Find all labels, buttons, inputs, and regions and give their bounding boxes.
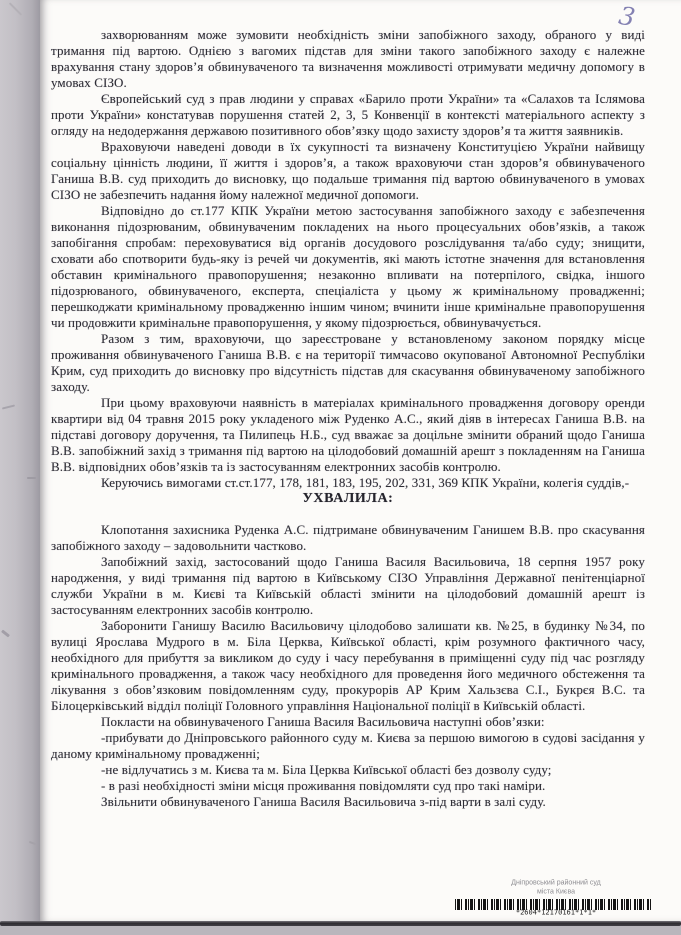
paragraph: Покласти на обвинуваченого Ганиша Василя Васильовича наступні обов’язки: [101, 714, 545, 729]
paragraph: Керуючись вимогами ст.ст.177, 178, 181, 183, 195, 202, 331, 369 КПК України, колегія суддів,- [101, 475, 630, 490]
document-page [40, 0, 681, 921]
paragraph: Запобіжний захід, застосований щодо Ганиша Василя Васильовича, 18 серпня 1957 року народження, у виді тримання під вартою в Київському СІЗО Управління Державної пенітенціарної служби України в м. Києві та Київській області змінити на цілодобовий домашній арешт із застосуванням електронних засобів контролю. [51, 554, 645, 617]
barcode-number: *2604*12170161*1*1* [515, 909, 597, 918]
ruling-heading: УХВАЛИЛА: [302, 491, 394, 506]
paragraph: -не відлучатись з м. Києва та м. Біла Церква Київської області без дозволу суду; [101, 762, 552, 777]
paragraph: Європейський суд з прав людини у справах «Барило проти України» та «Салахов та Іслямова проти України» констатував порушення статей 2, 3, 5 Конвенції в контексті матеріального аспекту з огляду на недодержання державою позитивного обов’язку щодо захисту здоров’я та життя заявників. [51, 91, 645, 138]
document-body-bottom [51, 522, 645, 810]
paragraph: Враховуючи наведені доводи в їх сукупності та визначену Конституцією України найвищу соціальну цінність людини, її життя і здоров’я, а також враховуючи стан здоров’я обвинуваченого Ганиша В.В. суд приходить до висновку, що подальше тримання під вартою обвинуваченого в умовах СІЗО не забезпечить надання йому належної медичної допомоги. [51, 139, 645, 202]
paragraph: Звільнити обвинуваченого Ганиша Василя Васильовича з-під варти в залі суду. [101, 794, 546, 809]
page-edge-line [0, 921, 681, 926]
paragraph: - в разі необхідності зміни місця проживання повідомляти суд про такі наміри. [101, 778, 546, 793]
document-body-top [51, 27, 645, 491]
paragraph: Разом з тим, враховуючи, що зареєстроване у встановленому законом порядку місце проживання обвинуваченого Ганиша В.В. є на території тимчасово окупованої Автономної Республіки Крим, суд приходить до висновку про відсутність підстав для скасування обвинуваченому запобіжного заходу. [51, 331, 645, 394]
scanner-margin [0, 0, 40, 921]
paragraph: Клопотання захисника Руденка А.С. підтримане обвинуваченим Ганишем В.В. про скасування запобіжного заходу – задовольнити частково. [51, 522, 645, 553]
paragraph: Заборонити Ганишу Василю Васильовичу цілодобово залишати кв. №25, в будинку №34, по вулиці Ярослава Мудрого в м. Біла Церква, Київської області, крім розумного фактичного часу, необхідного для прибуття за викликом до суду і часу перебування в приміщенні суду під час розгляду кримінального провадження, а також часу необхідного для проведення його медичного обстеження та лікування з обов’язковим повідомленням суду, прокурорів АР Крим Хальзєва С.І., Букрєя В.С. та Білоцерківський відділ поліції Головного управління Національної поліції в Київській області. [51, 618, 645, 713]
paragraph: Відповідно до ст.177 КПК України метою застосування запобіжного заходу є забезпечення виконання підозрюваним, обвинуваченим покладених на нього процесуальних обов’язків, а також запобігання спробам: переховуватися від органів досудового розслідування та/або суду; знищити, сховати або спотворити будь-яку із речей чи документів, які мають істотне значення для встановлення обставин кримінального правопорушення; незаконно впливати на потерпілого, свідка, іншого підозрюваного, обвинуваченого, експерта, спеціаліста у цьому ж кримінальному провадженні; перешкоджати кримінальному провадженню іншим чином; вчинити інше кримінальне правопорушення чи продовжити кримінальне правопорушення, у якому підозрюється, обвинувачується. [51, 203, 645, 330]
stamp-city: міста Києва [536, 887, 576, 896]
stamp-court-name: Дніпровський районний суд [511, 878, 601, 887]
paragraph: При цьому враховуючи наявність в матеріалах кримінального провадження договору оренди квартири від 04 травня 2015 року укладеного між Руденко А.С., який діяв в інтересах Ганиша В.В. на підставі договору доручення, та Пилипець Н.Б., суд вважає за доцільне змінити обраний щодо Ганиша В.В. запобіжний захід з тримання під вартою на цілодобовий домашній арешт з покладенням на Ганиша В.В. відповідних обов’язків та із застосуванням електронних засобів контролю. [51, 395, 645, 474]
handwritten-page-number: 3 [616, 0, 638, 33]
paragraph: захворюванням може зумовити необхідність зміни запобіжного заходу, обраного у виді тримання під вартою. Однією з вагомих підстав для зміни такого запобіжного заходу є належне врахування стану здоров’я обвинуваченого та визначення можливості отримувати медичну допомогу в умовах СІЗО. [51, 27, 645, 90]
scan-artifact [27, 477, 36, 479]
paragraph: -прибувати до Дніпровського районного суду м. Києва за першою вимогою в судові засідання у даному кримінальному провадженні; [51, 730, 645, 761]
court-stamp [455, 879, 657, 919]
